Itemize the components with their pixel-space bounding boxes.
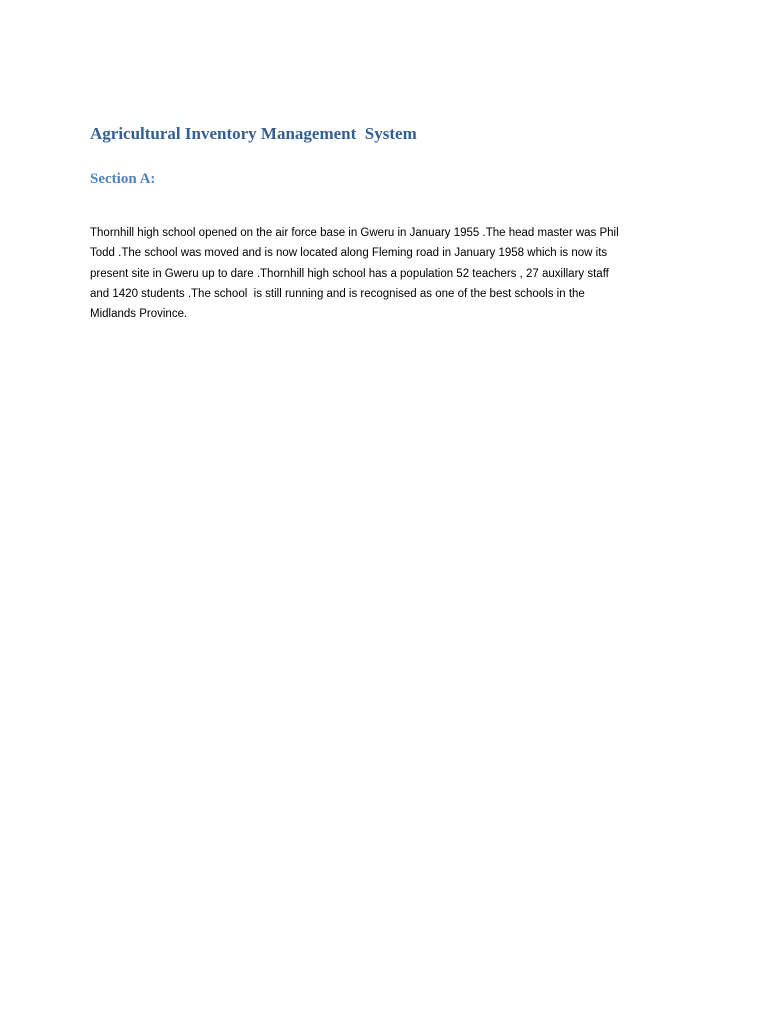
- section-heading: Section A:: [90, 171, 156, 187]
- paragraph-line: present site in Gweru up to dare .Thornhill high school has a population 52 teachers , 27 auxillary staff: [90, 267, 609, 280]
- paragraph-line: Thornhill high school opened on the air force base in Gweru in January 1955 .The head master was Phil: [90, 227, 619, 239]
- paragraph-line: and 1420 students .The school is still running and is recognised as one of the best schools in the: [90, 287, 585, 300]
- paragraph-line: Todd .The school was moved and is now located along Fleming road in January 1958 which is now its: [90, 247, 608, 260]
- paragraph-line: Midlands Province.: [90, 308, 188, 321]
- body-paragraph: [90, 223, 690, 324]
- document-title: Agricultural Inventory Management System: [90, 124, 417, 143]
